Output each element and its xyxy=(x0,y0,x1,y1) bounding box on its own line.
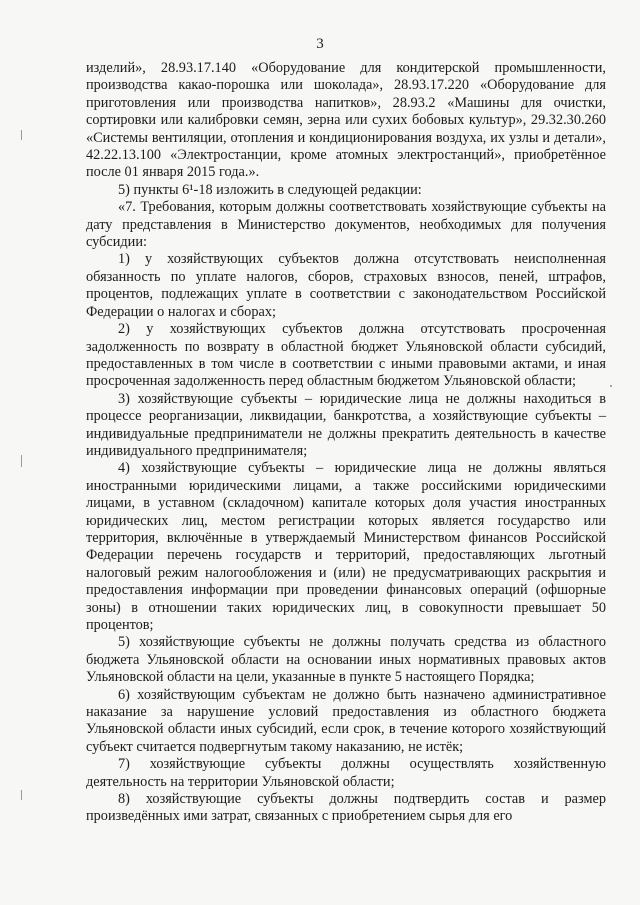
paragraph: «7. Требования, которым должны соответствовать хозяйствующие субъекты на дату представления в Министерство документов, необходимых для получения субсидии: xyxy=(86,199,606,251)
paragraph: 7) хозяйствующие субъекты должны осуществлять хозяйственную деятельность на территории Ульяновской области; xyxy=(86,756,606,790)
paragraph: 8) хозяйствующие субъекты должны подтвердить состав и размер произведённых ими затрат, связанных с приобретением сырья для его xyxy=(86,791,606,825)
page-number: 3 xyxy=(316,36,324,52)
paragraph: 3) хозяйствующие субъекты – юридические лица не должны находиться в процессе реорганизации, ликвидации, банкротства, а хозяйствующие субъекты – индивидуальные предприниматели не должны прекратить деятельность в качестве индивидуального предпринимателя; xyxy=(86,390,606,459)
paragraph: 1) у хозяйствующих субъектов должна отсутствовать неисполненная обязанность по уплате налогов, сборов, страховых взносов, пеней, штрафов, процентов, подлежащих уплате в соответствии с законодательством Российской Федерации о налогах и сборах; xyxy=(86,251,606,320)
paragraph: 4) хозяйствующие субъекты – юридические лица не должны являться иностранными юридическими лицами, а также российскими юридическими лицами, в уставном (складочном) капитале которых доля участия иностранных юридических лиц, местом регистрации которых является государство или территория, включённые в утверждаемый Министерством финансов Российской Федерации перечень государств и территорий, предоставляющих льготный налоговый режим налогообложения и (или) не предусматривающих раскрытия и предоставления информации при проведении финансовых операций (офшорные зоны) в отношении таких юридических лиц, в совокупности превышает 50 процентов; xyxy=(86,460,606,633)
scan-artifact xyxy=(21,455,22,467)
paragraph: 2) у хозяйствующих субъектов должна отсутствовать просроченная задолженность по возврату в областной бюджет Ульяновской области субсидий, предоставленных в том числе в соответствии с иными правовыми актами, и иная просроченная задолженность перед областным бюджетом Ульяновской области; xyxy=(86,321,606,390)
scan-artifact xyxy=(21,130,22,140)
paragraph: изделий», 28.93.17.140 «Оборудование для кондитерской промышленности, производства какао-порошка или шоколада», 28.93.17.220 «Оборудование для приготовления или производства напитков», 28.93.2 «Машины для очистки, сортировки или калибровки семян, зерна или сухих бобовых культур», 29.32.30.260 «Системы вентиляции, отопления и кондиционирования воздуха, их узлы и детали», 42.22.13.100 «Электростанции, кроме атомных электростанций», приобретённое после 01 января 2015 года.». xyxy=(86,60,606,181)
paragraph: 6) хозяйствующим субъектам не должно быть назначено административное наказание за нарушение условий предоставления из областного бюджета Ульяновской области иных субсидий, если срок, в течение которого хозяйствующий субъект считается подвергнутым такому наказанию, не истёк; xyxy=(86,686,606,755)
paragraph: 5) пункты 6¹-18 изложить в следующей редакции: xyxy=(118,181,422,198)
document-body xyxy=(86,60,606,826)
paragraph: 5) хозяйствующие субъекты не должны получать средства из областного бюджета Ульяновской области на основании иных нормативных правовых актов Ульяновской области на цели, указанные в пункте 5 настоящего Порядка; xyxy=(86,634,606,686)
scan-artifact xyxy=(21,790,22,800)
scan-artifact xyxy=(610,385,612,387)
